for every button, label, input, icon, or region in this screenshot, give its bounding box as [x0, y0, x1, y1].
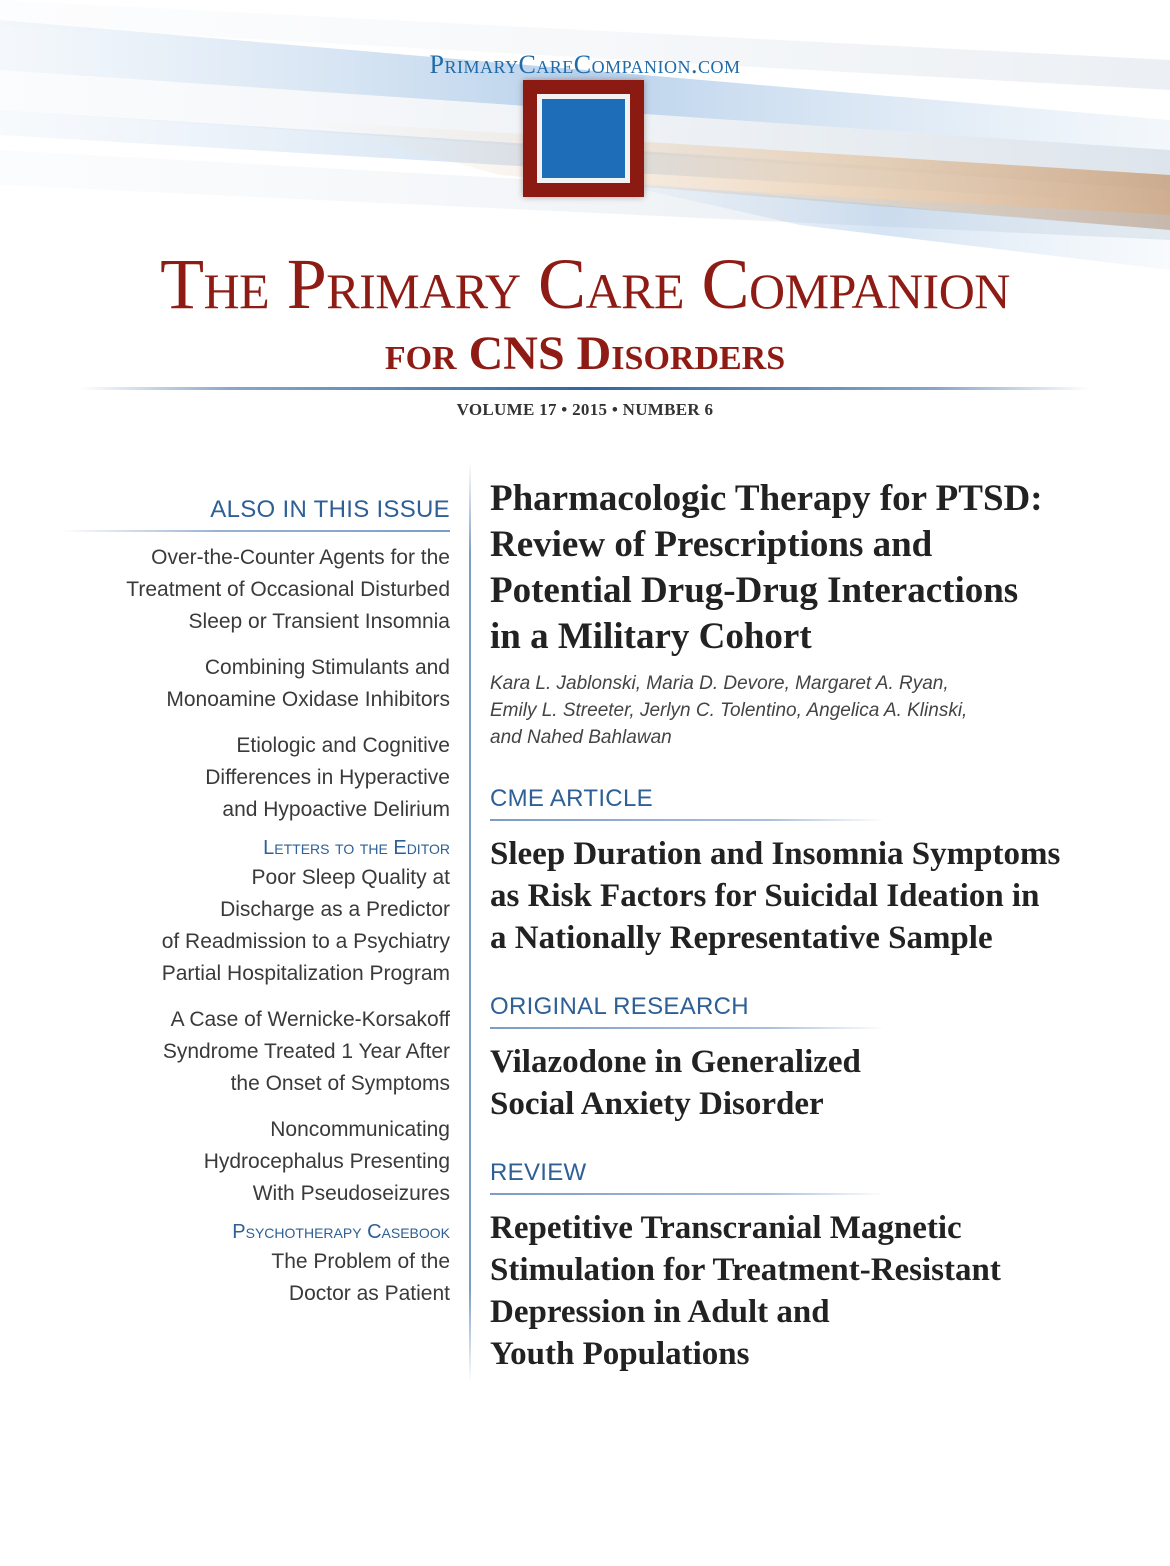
journal-logo-icon: [523, 80, 644, 197]
journal-title: The Primary Care Companion: [160, 244, 1010, 324]
title-divider: [80, 387, 1090, 390]
cme-article-title: Sleep Duration and Insomnia Symptoms as Risk Factors for Suicidal Ideation in a Nationally Representative Sample: [490, 836, 1061, 956]
review-article-title: Repetitive Transcranial Magnetic Stimulation for Treatment-Resistant Depression in Adult and Youth Populations: [490, 1210, 1001, 1372]
original-research-title: Vilazodone in Generalized Social Anxiety Disorder: [490, 1044, 861, 1122]
journal-subtitle: for CNS Disorders: [384, 327, 786, 380]
section-label-cme: CME ARTICLE: [490, 785, 653, 812]
feature-article-authors: Kara L. Jablonski, Maria D. Devore, Margaret A. Ryan, Emily L. Streeter, Jerlyn C. Tolentino, Angelica A. Klinski, and Nahed Bahlawan: [490, 673, 968, 748]
list-item: Etiologic and Cognitive Differences in Hyperactive and Hypoactive Delirium: [205, 734, 450, 821]
list-item: Noncommunicating Hydrocephalus Presenting With Pseudoseizures: [203, 1118, 450, 1205]
list-item: The Problem of the Doctor as Patient: [271, 1250, 450, 1305]
casebook-heading: Psychotherapy Casebook: [232, 1221, 450, 1243]
column-divider: [469, 462, 471, 1382]
section-label-original-research: ORIGINAL RESEARCH: [490, 993, 749, 1020]
list-item: Combining Stimulants and Monoamine Oxidase Inhibitors: [166, 656, 450, 711]
heading-divider: [60, 530, 450, 532]
list-item: Over-the-Counter Agents for the Treatment of Occasional Disturbed Sleep or Transient Insomnia: [126, 546, 450, 633]
section-divider: [490, 1027, 885, 1029]
list-item: Poor Sleep Quality at Discharge as a Predictor of Readmission to a Psychiatry Partial Hospitalization Program: [161, 866, 450, 985]
volume-info: VOLUME 17 • 2015 • NUMBER 6: [456, 400, 714, 419]
letters-heading: Letters to the Editor: [263, 837, 450, 859]
site-url: PrimaryCareCompanion.com: [429, 50, 741, 79]
section-label-review: REVIEW: [490, 1159, 587, 1186]
main-articles-column: [490, 476, 1130, 1375]
section-divider: [490, 819, 885, 821]
section-divider: [490, 1193, 885, 1195]
also-in-issue-column: [60, 496, 450, 1324]
feature-article-title: Pharmacologic Therapy for PTSD: Review of Prescriptions and Potential Drug-Drug Interactions in a Military Cohort: [490, 478, 1043, 657]
also-in-issue-heading: ALSO IN THIS ISSUE: [210, 496, 450, 523]
list-item: A Case of Wernicke-Korsakoff Syndrome Treated 1 Year After the Onset of Symptoms: [162, 1008, 450, 1095]
